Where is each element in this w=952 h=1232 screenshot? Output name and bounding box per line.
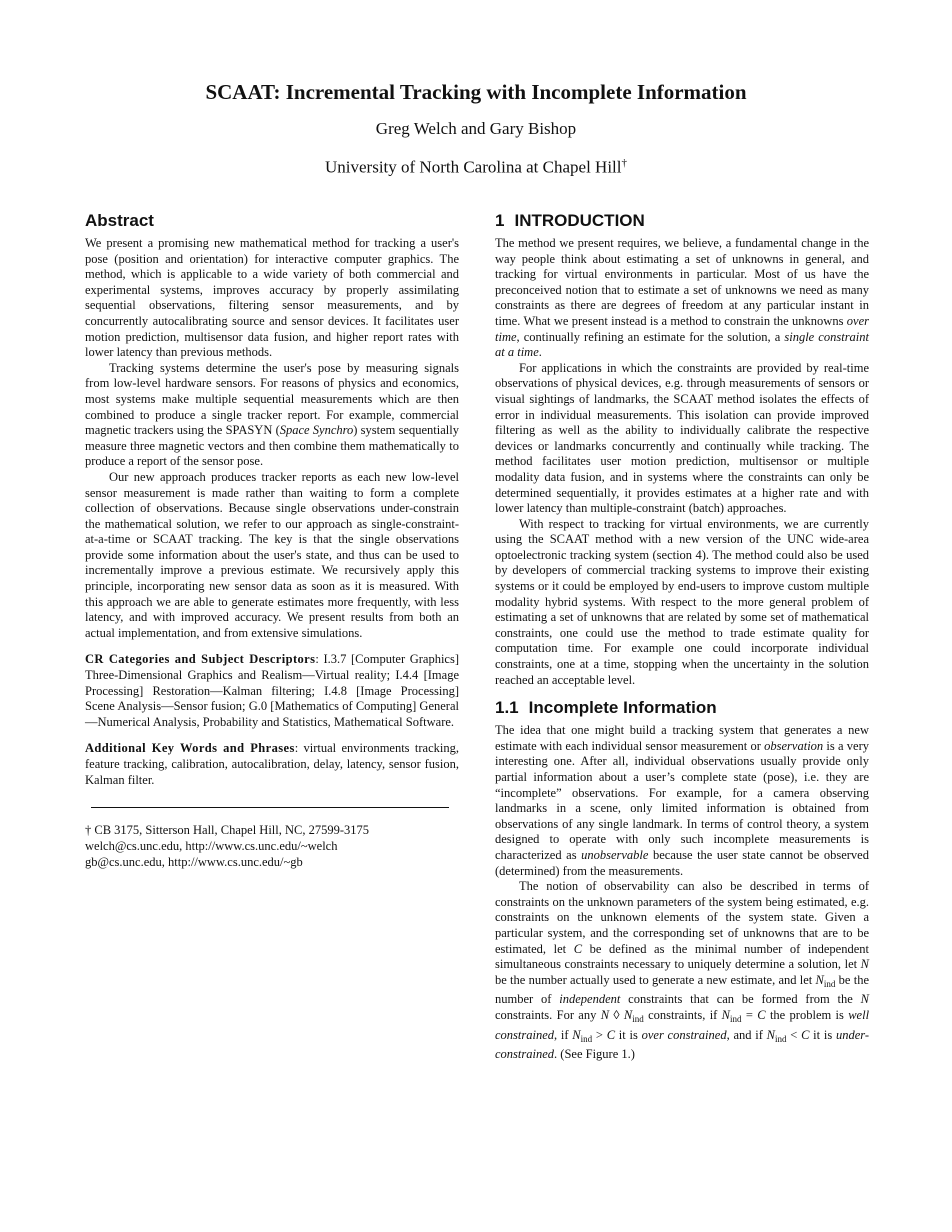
- abstract-paragraph-3: Our new approach produces tracker reports as each new low-level sensor measurement is made rather than waiting to form a complete collection of observations. Because single observations under-constrain the mathematical solution, we refer to our approach as single-constraint-at-a-time or SCAAT tracking. The key is that the single observations provide some information about the user's state, and thus can be used to incrementally improve a previous estimate. We recursively apply this principle, incorporating new sensor data as soon as it is measured. With this approach we are able to generate estimates more frequently, with less latency, and with improved accuracy. We present results from both an actual implementation, and from extensive simulations.: [85, 469, 459, 640]
- footnote-contact-bishop: gb@cs.unc.edu, http://www.cs.unc.edu/~gb: [85, 855, 303, 870]
- intro-paragraph-2: For applications in which the constraints are provided by real-time observations of physical devices, e.g. through measurements of sensors or visual sightings of landmarks, the SCAAT method isolates the effects of error in individual measurements. This isolation can provide improved filtering as well as the ability to individually calibrate the respective devices or landmarks concurrently and continually while tracking. The method facilitates user motion prediction, multisensor or multiple modality data fusion, and in systems where the constraints can only be determined sequentially, it provides estimates at a higher rate and with lower latency than multiple-constraint (batch) approaches.: [495, 360, 869, 516]
- abstract-heading: Abstract: [85, 211, 154, 230]
- abstract-paragraph-2: Tracking systems determine the user's pose by measuring signals from low-level hardware sensors. For reasons of physics and economics, most systems make multiple sequential measurements which are then combined to produce a single tracker report. For example, commercial magnetic trackers using the SPASYN (Space Synchro) system sequentially measure three magnetic vectors and then combine them mathematically to produce a report of the sensor pose.: [85, 360, 460, 469]
- paper-authors: Greg Welch and Gary Bishop: [375, 119, 577, 138]
- intro-paragraph-1: The method we present requires, we believe, a fundamental change in the way people think about estimating a set of unknowns in general, and tracking for virtual environments in particular. Most of us have the preconceived notion that to estimate a set of unknowns we need as many constraints as there are degrees of freedom at any particular instant in time. What we present instead is a method to constrain the unknowns over time, continually refining an estimate for the solution, a single constraint at a time.: [495, 236, 870, 360]
- left-column: [85, 210, 459, 870]
- key-words-label: Additional Key Words and Phrases: [85, 741, 295, 756]
- right-column: [495, 210, 869, 1063]
- key-words: Additional Key Words and Phrases: virtual environments tracking, feature tracking, calibration, autocalibration, delay, latency, sensor fusion, Kalman filter.: [85, 741, 459, 787]
- incomplete-paragraph-2: The notion of observability can also be described in terms of constraints on the unknown parameters of the system being estimated, e.g. constraints on the unknown elements of the system state. Given a particular system, and the corresponding set of unknowns that are to be estimated, let C be defined as the minimal number of independent simultaneous constraints necessary to uniquely determine a solution, let N be the number actually used to generate a new estimate, and let $N_{ind}$ be the number of independent constraints that can be formed from the N constraints. For any N ◊ $N_{ind}$ constraints, if $N_{ind} = C$ the problem is well constrained, if $N_{ind} > C$ it is over constrained, and if $N_{ind} < C$ it is under-constrained. (See Figure 1.): [495, 879, 870, 1062]
- cr-categories-label: CR Categories and Subject Descriptors: [85, 652, 316, 667]
- affiliation-text: University of North Carolina at Chapel Hill: [325, 157, 622, 177]
- section-1-1-heading: [495, 697, 869, 719]
- cr-categories: CR Categories and Subject Descriptors: I.3.7 [Computer Graphics] Three-Dimensional Graphics and Realism—Virtual reality; I.4.4 [Image Processing] Restoration—Kalman filtering; I.4.8 [Image Processing] Scene Analysis—Sensor fusion; G.0 [Mathematics of Computing] General—Numerical Analysis, Probability and Statistics, Mathematical Software.: [85, 652, 460, 729]
- footnote: [85, 822, 459, 870]
- footnote-divider: [91, 807, 449, 808]
- section-1-heading: [495, 210, 869, 232]
- section-1-number: 1: [495, 211, 505, 230]
- section-1-1-title: Incomplete Information: [528, 698, 717, 718]
- paper-affiliation: [0, 157, 952, 178]
- affiliation-footnote-mark: †: [621, 157, 627, 169]
- footnote-contact-welch: welch@cs.unc.edu, http://www.cs.unc.edu/~welch: [85, 839, 338, 854]
- intro-paragraph-3: With respect to tracking for virtual environments, we are currently using the SCAAT method with a new version of the UNC wide-area optoelectronic tracking system (section 4). The method could also be used by developers of commercial tracking systems to improve their existing systems or it could be employed by end-users to improve custom multiple modality hybrid systems. With respect to the more general problem of estimating a set of unknowns that are related by some set of mathematical constraints, one could use the method to trade estimate quality for computation time. For example one could incorporate individual constraints, one at a time, stopping when the uncertainty in the solution reached an acceptable level.: [495, 516, 869, 687]
- abstract-paragraph-1: We present a promising new mathematical method for tracking a user's pose (position and orientation) for interactive computer graphics. The method, which is applicable to a wide variety of both commercial and experimental systems, improves accuracy by properly assimilating sequential observations, filtering sensor measurements, and by concurrently autocalibrating source and sensor devices. It facilitates user motion prediction, multisensor data fusion, and higher report rates with lower latency than previous methods.: [85, 236, 459, 360]
- section-1-title: INTRODUCTION: [514, 211, 645, 230]
- footnote-address: † CB 3175, Sitterson Hall, Chapel Hill, NC, 27599-3175: [85, 823, 370, 838]
- section-1-1-number: 1.1: [495, 698, 519, 718]
- incomplete-paragraph-1: The idea that one might build a tracking system that generates a new estimate with each individual sensor measurement or observation is a very interesting one. After all, individual observations usually provide only partial information about a user’s complete state (pose), i.e. they are “incomplete” observations. For example, for a camera observing landmarks in a scene, only limited information is obtained from observations of any single landmark. In terms of control theory, a system designed to operate with only such incomplete measurements is characterized as unobservable because the user state cannot be observed (determined) from the measurements.: [495, 723, 869, 878]
- paper-title: SCAAT: Incremental Tracking with Incomplete Information: [205, 80, 747, 104]
